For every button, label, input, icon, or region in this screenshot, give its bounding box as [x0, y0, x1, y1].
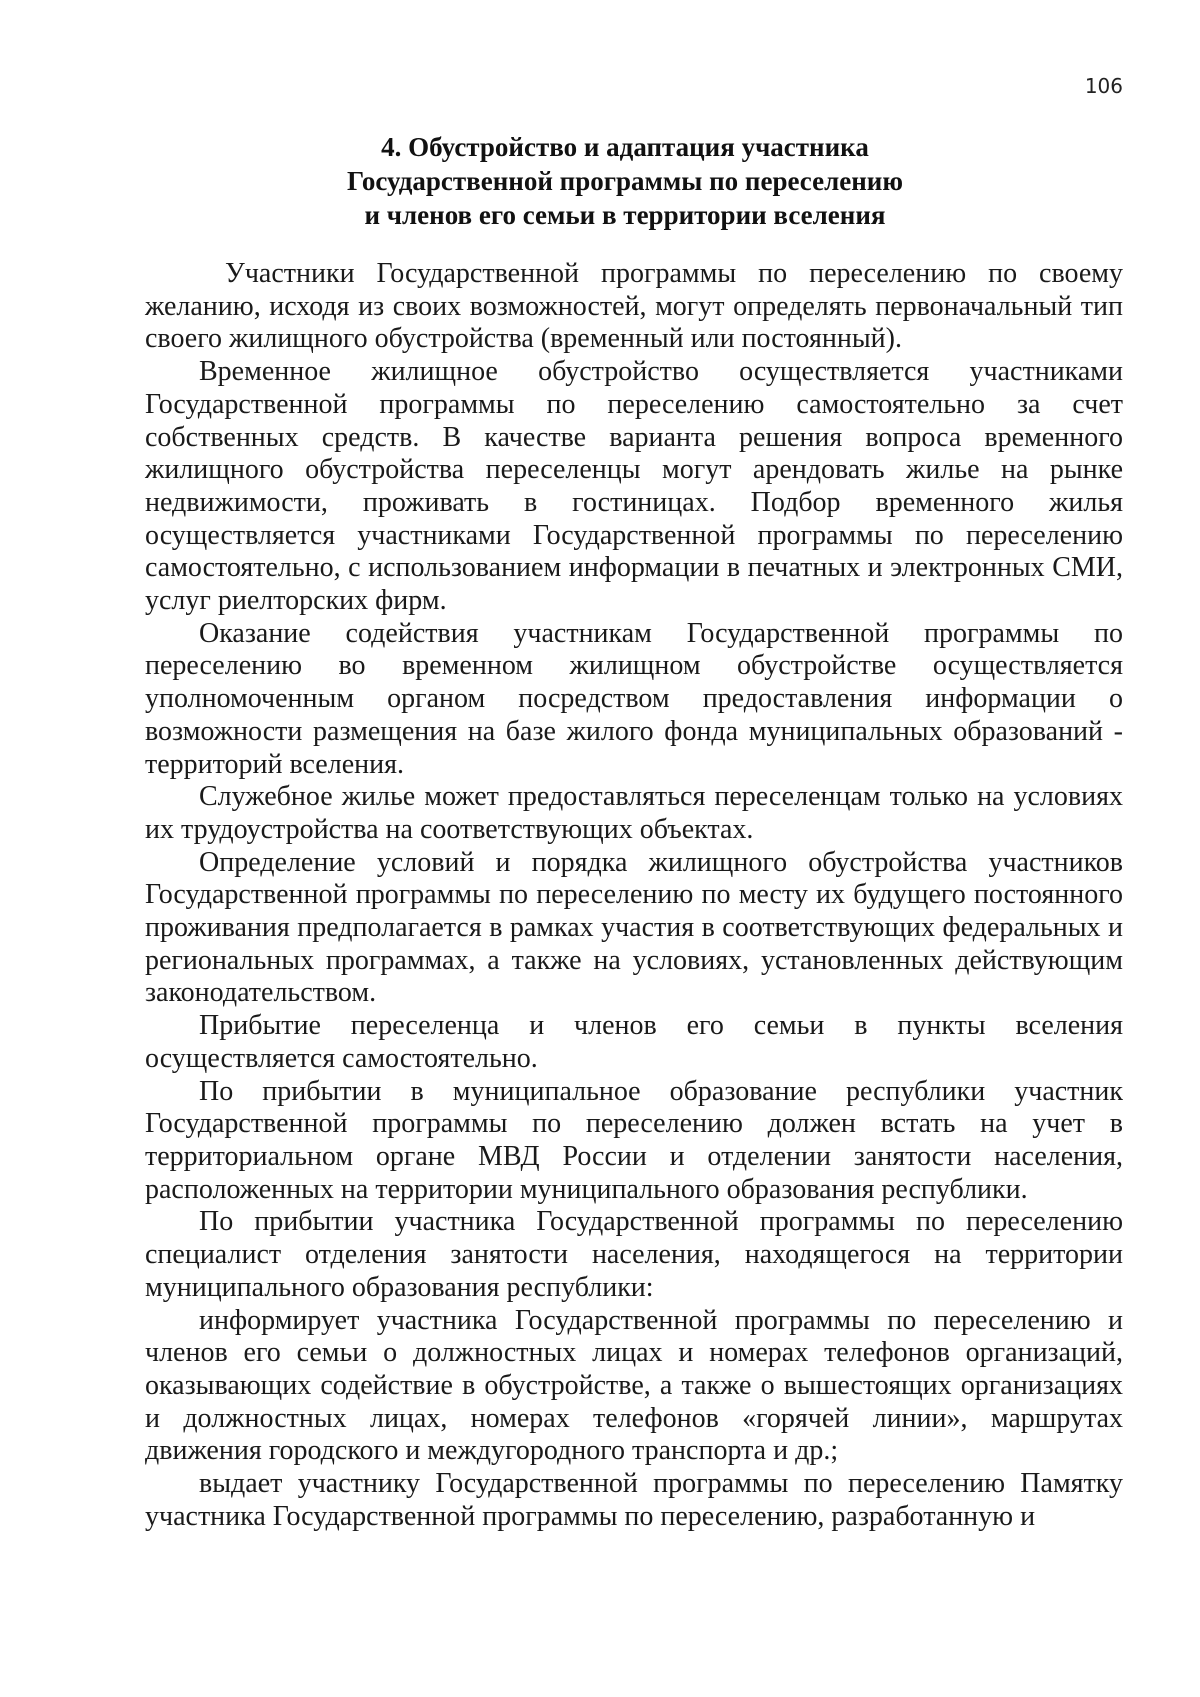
section-heading	[140, 130, 1110, 232]
heading-line-1: 4. Обустройство и адаптация участника	[381, 132, 869, 162]
paragraph: информирует участника Государственной программы по переселению и членов его семьи о должностных лицах и номерах телефонов организаций, оказывающих содействие в обустройстве, а также о вышестоящих организациях и должностных лицах, номерах телефонов «горячей линии», маршрутах движения городского и междугородного транспорта и др.;	[145, 1304, 1123, 1467]
paragraph: По прибытии в муниципальное образование республики участник Государственной программы по переселению должен встать на учет в территориальном органе МВД России и отделении занятости населения, расположенных на территории муниципального образования республики.	[145, 1075, 1123, 1205]
document-body	[145, 258, 1123, 1533]
heading-line-3: и членов его семьи в территории вселения	[364, 200, 886, 230]
paragraph: По прибытии участника Государственной программы по переселению специалист отделения занятости населения, находящегося на территории муниципального образования республики:	[145, 1206, 1123, 1303]
heading-line-2: Государственной программы по переселению	[347, 166, 903, 196]
paragraph: Прибытие переселенца и членов его семьи в пункты вселения осуществляется самостоятельно.	[145, 1010, 1123, 1074]
paragraph: Определение условий и порядка жилищного обустройства участников Государственной программы по переселению по месту их будущего постоянного проживания предполагается в рамках участия в соответствующих федеральных и региональных программах, а также на условиях, установленных действующим законодательством.	[145, 846, 1123, 1009]
paragraph: Служебное жилье может предоставляться переселенцам только на условиях их трудоустройства на соответствующих объектах.	[145, 781, 1123, 845]
paragraph: Оказание содействия участникам Государственной программы по переселению во временном жилищном обустройстве осуществляется уполномоченным органом посредством предоставления информации о возможности размещения на базе жилого фонда муниципальных образований - территорий вселения.	[145, 617, 1123, 780]
paragraph: Участники Государственной программы по переселению по своему желанию, исходя из своих возможностей, могут определять первоначальный тип своего жилищного обустройства (временный или постоянный).	[145, 258, 1123, 355]
paragraph: Временное жилищное обустройство осуществляется участниками Государственной программы по переселению самостоятельно за счет собственных средств. В качестве варианта решения вопроса временного жилищного обустройства переселенцы могут арендовать жилье на рынке недвижимости, проживать в гостиницах. Подбор временного жилья осуществляется участниками Государственной программы по переселению самостоятельно, с использованием информации в печатных и электронных СМИ, услуг риелторских фирм.	[145, 356, 1123, 617]
page-number: 106	[1084, 74, 1123, 98]
paragraph: выдает участнику Государственной программы по переселению Памятку участника Государственной программы по переселению, разработанную и	[145, 1468, 1123, 1532]
